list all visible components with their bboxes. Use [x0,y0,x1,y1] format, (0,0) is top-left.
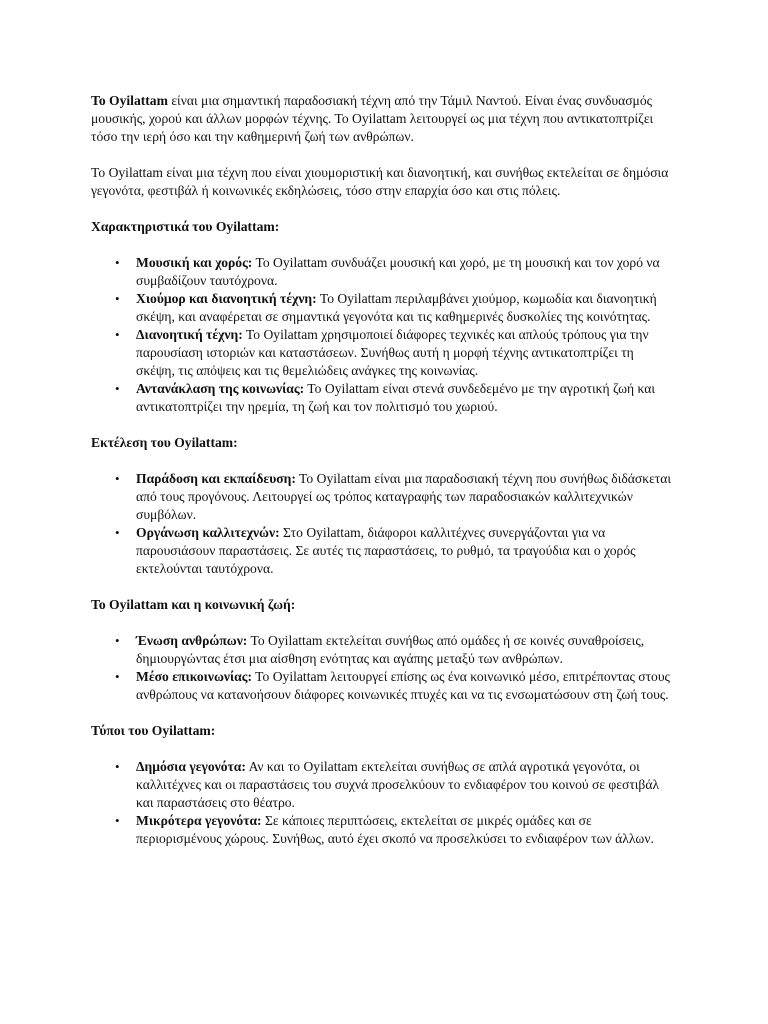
types-list [91,758,676,848]
bullet-icon: • [115,291,120,306]
bullet-icon: • [115,255,120,270]
item-term: Μέσο επικοινωνίας: [136,669,253,684]
list-item [91,668,676,704]
section-heading-performance: Εκτέλεση του Oyilattam: [91,435,238,450]
list-item [91,758,676,812]
characteristics-list [91,254,676,416]
intro-lead: Το Oyilattam [91,93,168,108]
document-page [91,92,676,866]
list-item [91,470,676,524]
section-heading-characteristics: Χαρακτηριστικά του Oyilattam: [91,219,280,234]
intro-paragraph [91,164,676,200]
item-term: Ένωση ανθρώπων: [136,633,248,648]
list-item [91,632,676,668]
bullet-icon: • [115,525,120,540]
performance-list [91,470,676,578]
item-text: Στο Oyilattam, διάφοροι καλλιτέχνες συνεργάζονται για να παρουσιάσουν παραστάσεις. Σε αυτές τις παραστάσεις, το ρυθμό, τα τραγούδια και ο χορός εκτελούνται ταυτόχρονα. [136,525,636,576]
bullet-icon: • [115,759,120,774]
bullet-icon: • [115,633,120,648]
bullet-icon: • [115,381,120,396]
item-term: Μουσική και χορός: [136,255,253,270]
item-term: Δημόσια γεγονότα: [136,759,246,774]
section-heading-types: Τύποι του Oyilattam: [91,723,216,738]
item-text: Το Oyilattam χρησιμοποιεί διάφορες τεχνικές και απλούς τρόπους για την παρουσίαση ιστοριών και καταστάσεων. Συνήθως αυτή η μορφή τέχνης αντικατοπτρίζει τη σκέψη, τις απόψεις και τις θεμελιώδεις ανάγκες της κοινωνίας. [136,327,649,378]
item-term: Μικρότερα γεγονότα: [136,813,262,828]
bullet-icon: • [115,471,120,486]
list-item [91,812,676,848]
list-item [91,254,676,290]
bullet-icon: • [115,669,120,684]
item-text: Σε κάποιες περιπτώσεις, εκτελείται σε μικρές ομάδες και σε περιορισμένους χώρους. Συνήθως, αυτό έχει σκοπό να προσελκύσει το ενδιαφέρον των άλλων. [136,813,654,846]
item-term: Παράδοση και εκπαίδευση: [136,471,296,486]
social-life-list [91,632,676,704]
section-heading-social-life: Το Oyilattam και η κοινωνική ζωή: [91,597,296,612]
list-item [91,326,676,380]
item-text: Το Oyilattam είναι στενά συνδεδεμένο με την αγροτική ζωή και αντικατοπτρίζει την ηρεμία, τη ζωή και τον πολιτισμό του χωριού. [136,381,656,414]
item-text: Το Oyilattam εκτελείται συνήθως από ομάδες ή σε κοινές συναθροίσεις, δημιουργώντας έτσι μια αίσθηση ενότητας και αγάπης μεταξύ των ανθρώπων. [136,633,645,666]
item-text: Αν και το Oyilattam εκτελείται συνήθως σε απλά αγροτικά γεγονότα, οι καλλιτέχνες και οι παραστάσεις του συχνά προσελκύουν το ενδιαφέρον του κοινού σε φεστιβάλ και παραστάσεις στο θέατρο. [136,759,660,810]
item-term: Οργάνωση καλλιτεχνών: [136,525,280,540]
list-item [91,380,676,416]
list-item [91,524,676,578]
intro-text: Το Oyilattam είναι μια τέχνη που είναι χιουμοριστική και διανοητική, και συνήθως εκτελείται σε δημόσια γεγονότα, φεστιβάλ ή κοινωνικές εκδηλώσεις, τόσο στην επαρχία όσο και στις πόλεις. [91,165,669,198]
item-text: Το Oyilattam περιλαμβάνει χιούμορ, κωμωδία και διανοητική σκέψη, και αναφέρεται σε σημαντικά γεγονότα και τις καθημερινές δυσκολίες της κοινότητας. [136,291,657,324]
list-item [91,290,676,326]
item-term: Χιούμορ και διανοητική τέχνη: [136,291,317,306]
item-term: Αντανάκλαση της κοινωνίας: [136,381,305,396]
item-text: Το Oyilattam συνδυάζει μουσική και χορό, με τη μουσική και τον χορό να συμβαδίζουν ταυτόχρονα. [136,255,660,288]
item-term: Διανοητική τέχνη: [136,327,243,342]
intro-text: είναι μια σημαντική παραδοσιακή τέχνη από την Τάμιλ Ναντού. Είναι ένας συνδυασμός μουσικής, χορού και άλλων μορφών τέχνης. Το Oyilattam λειτουργεί ως μια τέχνη που αντικατοπτρίζει τόσο την ιερή όσο και την καθημερινή ζωή των ανθρώπων. [91,93,654,144]
item-text: Το Oyilattam είναι μια παραδοσιακή τέχνη που συνήθως διδάσκεται από τους προγόνους. Λειτουργεί ως τρόπος καταγραφής των παραδοσιακών καλλιτεχνικών συμβόλων. [136,471,672,522]
intro-paragraph [91,92,676,146]
bullet-icon: • [115,327,120,342]
bullet-icon: • [115,813,120,828]
item-text: Το Oyilattam λειτουργεί επίσης ως ένα κοινωνικό μέσο, επιτρέποντας στους ανθρώπους να κατανοήσουν διάφορες κοινωνικές πτυχές και να τις ενσωματώσουν στη ζωή τους. [136,669,670,702]
